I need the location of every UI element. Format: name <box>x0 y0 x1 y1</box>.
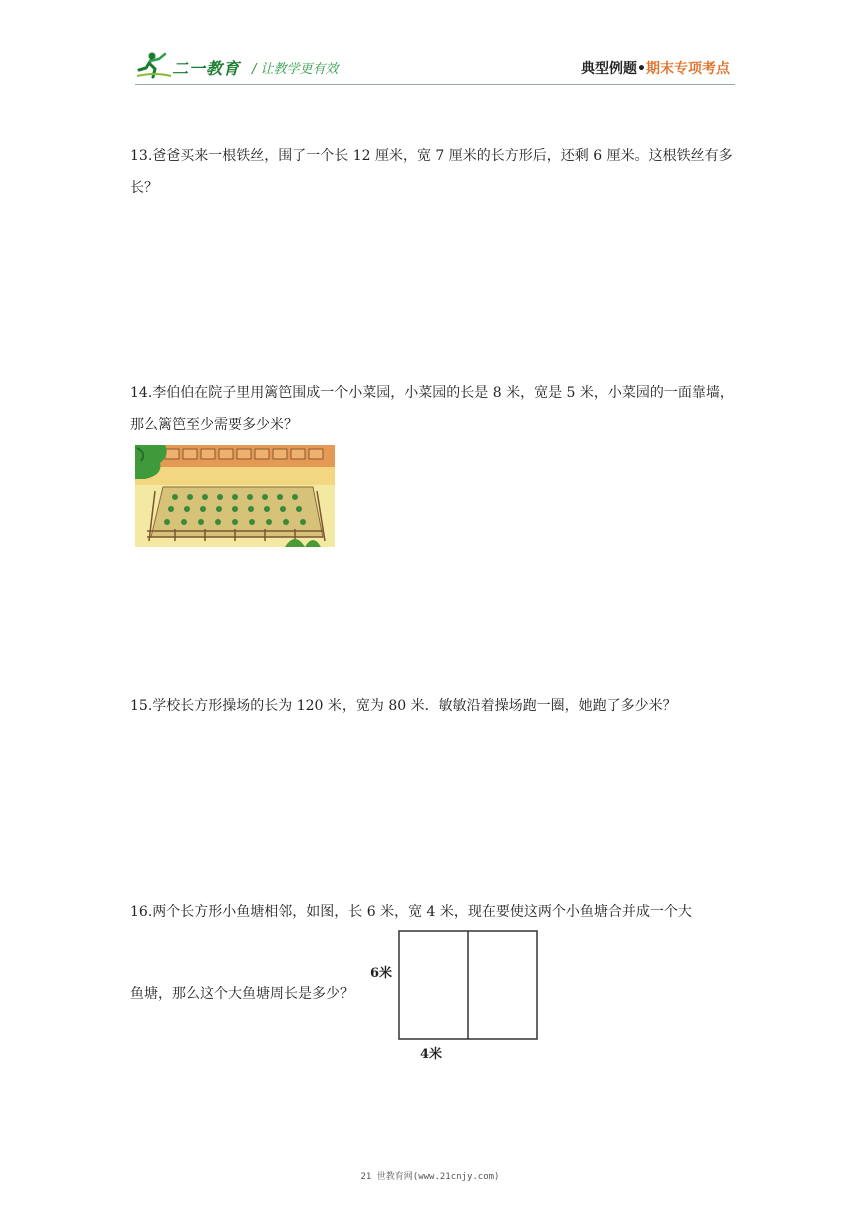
fish-ponds-figure <box>365 925 550 1065</box>
question-number: 14. <box>130 385 153 401</box>
question-text: 学校长方形操场的长为 120 米，宽为 80 米．敏敏沿着操场跑一圈，她跑了多少米？ <box>152 698 677 714</box>
fish-ponds-diagram <box>365 925 550 1065</box>
question-text: 李伯伯在院子里用篱笆围成一个小菜园，小菜园的长是 8 米，宽是 5 米，小菜园的一面靠墙，那么篱笆至少需要多少米？ <box>130 385 734 433</box>
question-14 <box>130 377 735 441</box>
question-number: 13. <box>130 148 153 164</box>
vegetable-garden-illustration <box>135 445 335 547</box>
header-category-b: 期末专项考点 <box>646 61 730 77</box>
runner-logo-icon <box>135 50 175 80</box>
width-label: 4米 <box>420 1047 443 1062</box>
page-header <box>0 0 860 90</box>
question-number: 16. <box>130 904 153 920</box>
question-text-line1: 两个长方形小鱼塘相邻，如图，长 6 米，宽 4 米，现在要使这两个小鱼塘合并成一个大 <box>152 904 692 920</box>
question-15 <box>130 690 735 722</box>
question-text: 爸爸买来一根铁丝，围了一个长 12 厘米，宽 7 厘米的长方形后，还剩 6 厘米。这根铁丝有多长？ <box>130 148 733 196</box>
header-category <box>581 58 730 78</box>
logo-text: 二一教育 <box>172 59 241 78</box>
page-footer: 21 世教育网(www.21cnjy.com) <box>360 1172 500 1182</box>
logo-slogan: / 让教学更有效 <box>252 62 339 77</box>
header-category-a: 典型例题• <box>581 61 646 77</box>
question-13 <box>130 140 735 204</box>
header-divider <box>135 84 735 85</box>
question-number: 15. <box>130 698 153 714</box>
length-label: 6米 <box>370 966 393 981</box>
question-text-line2: 鱼塘，那么这个大鱼塘周长是多少？ <box>130 986 354 1002</box>
